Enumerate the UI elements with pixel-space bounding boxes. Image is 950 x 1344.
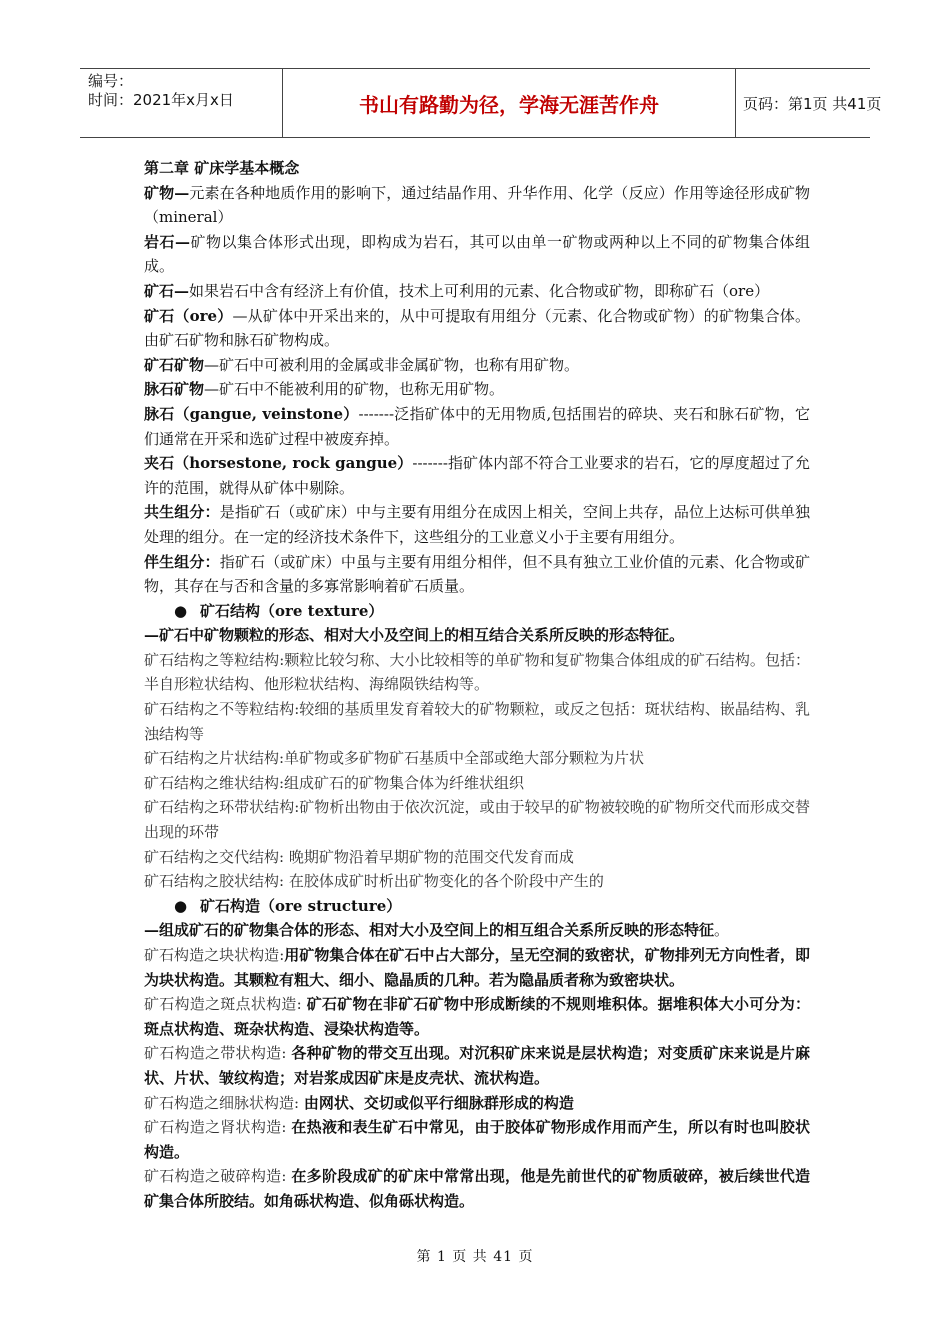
- definition-ore-mineral: [144, 353, 810, 378]
- term: 矿石—: [144, 281, 190, 300]
- definition-associated: [144, 550, 810, 599]
- structure-definition-text: —组成矿石的矿物集合体的形态、相对大小及空间上的相互组合关系所反映的形态特征: [144, 921, 715, 940]
- bullet-label: 矿石结构（ore texture）: [200, 601, 384, 620]
- term: 夹石（horsestone, rock gangue）: [144, 454, 413, 473]
- structure-text: 由网状、交切或似平行细脉群形成的构造: [303, 1093, 574, 1112]
- bullet-dot-icon: ●: [174, 601, 188, 620]
- bullet-ore-texture: [144, 599, 810, 624]
- texture-item: 矿石结构之环带状结构:矿物析出物由于依次沉淀，或由于较早的矿物被较晚的矿物所交代而形成交替出现的环带: [144, 798, 810, 842]
- structure-item: [144, 1164, 810, 1213]
- definition-text: 矿物以集合体形式出现，即构成为岩石，其可以由单一矿物或两种以上不同的矿物集合体组成。: [144, 232, 810, 276]
- definition-text: —从矿体中开采出来的，从中可提取有用组分（元素、化合物或矿物）的矿物集合体。由矿石矿物和脉石矿物构成。: [144, 306, 810, 350]
- term: 矿石（ore）: [144, 306, 233, 325]
- definition-text: 元素在各种地质作用的影响下，通过结晶作用、升华作用、化学（反应）作用等途径形成矿物（mineral）: [144, 183, 810, 227]
- chapter-title: 第二章 矿床学基本概念: [144, 159, 300, 177]
- definition-horsestone: [144, 451, 810, 500]
- structure-text: 在热液和表生矿石中常见，由于胶体矿物形成作用而产生，所以有时也叫胶状构造。: [144, 1118, 810, 1161]
- structure-text: 在多阶段成矿的矿床中常常出现，他是先前世代的矿物质破碎，被后续世代造矿集合体所胶结。如角砾状构造、似角砾状构造。: [144, 1167, 810, 1210]
- term: 脉石（gangue, veinstone）: [144, 404, 359, 423]
- structure-item: [144, 943, 810, 992]
- structure-label: 矿石构造之破碎构造:: [144, 1167, 292, 1186]
- header-page-info: 页码：第1页 共41页: [743, 94, 882, 113]
- header-meta-cell: [80, 69, 282, 137]
- definition-text: —矿石中可被利用的金属或非金属矿物，也称有用矿物。: [204, 355, 580, 374]
- document-body: [144, 156, 810, 1214]
- structure-label: 矿石构造之块状构造:: [144, 946, 285, 964]
- texture-definition: —矿石中矿物颗粒的形态、相对大小及空间上的相互结合关系所反映的形态特征。: [144, 626, 685, 645]
- definition-text: -------指矿体内部不符合工业要求的岩石，它的厚度超过了允许的范围，就得从矿体中剔除。: [144, 454, 811, 497]
- term: 矿物—: [144, 183, 190, 202]
- definition-gangue: [144, 402, 810, 451]
- definition-ore: [144, 279, 810, 304]
- definition-text: -------泛指矿体中的无用物质,包括围岩的碎块、夹石和脉石矿物，它们通常在开采和选矿过程中被废弃掉。: [144, 404, 811, 448]
- page-footer: 第 1 页 共 41 页: [416, 1249, 534, 1265]
- page-header: [80, 68, 882, 138]
- structure-label: 矿石构造之细脉状构造:: [144, 1093, 304, 1112]
- structure-item: [144, 992, 810, 1041]
- definition-text: 是指矿石（或矿床）中与主要有用组分在成因上相关，空间上共存，品位上达标可供单独处理的组分。在一定的经济技术条件下，这些组分的工业意义小于主要有用组分。: [144, 503, 810, 546]
- definition-text: 如果岩石中含有经济上有价值，技术上可利用的元素、化合物或矿物，即称矿石（ore）: [189, 281, 770, 300]
- definition-text: —矿石中不能被利用的矿物，也称无用矿物。: [204, 380, 505, 399]
- code-label: 编号：: [88, 72, 134, 90]
- term: 矿石矿物: [144, 355, 205, 374]
- structure-item: [144, 1091, 810, 1116]
- term: 共生组分：: [144, 503, 220, 522]
- structure-item: [144, 1115, 810, 1164]
- term: 脉石矿物: [144, 380, 205, 399]
- definition-coexisting: [144, 500, 810, 549]
- bullet-ore-structure: [144, 894, 810, 919]
- texture-item: 矿石结构之维状结构:组成矿石的矿物集合体为纤维状组织: [144, 773, 525, 792]
- definition-gangue-mineral: [144, 377, 810, 402]
- texture-item: 矿石结构之片状结构:单矿物或多矿物矿石基质中全部或绝大部分颗粒为片状: [144, 749, 645, 768]
- definition-text: 指矿石（或矿床）中虽与主要有用组分相伴，但不具有独立工业价值的元素、化合物或矿物，其存在与否和含量的多寡常影响着矿石质量。: [144, 552, 810, 596]
- definition-rock: [144, 230, 810, 279]
- structure-text: 各种矿物的带交互出现。对沉积矿床来说是层状构造；对变质矿床来说是片麻状、片状、皱纹构造；对岩浆成因矿床是皮壳状、流状构造。: [144, 1044, 810, 1087]
- structure-definition: [144, 918, 810, 943]
- definition-mineral: [144, 181, 810, 230]
- texture-item: 矿石结构之不等粒结构:较细的基质里发育着较大的矿物颗粒，或反之包括：斑状结构、嵌晶结构、乳浊结构等: [144, 700, 810, 743]
- bullet-label: 矿石构造（ore structure）: [200, 896, 402, 915]
- date-label: 时间：2021年x月x日: [88, 91, 234, 109]
- bullet-dot-icon: ●: [174, 896, 188, 915]
- definition-ore-2: [144, 304, 810, 353]
- texture-item: 矿石结构之胶状结构: 在胶体成矿时析出矿物变化的各个阶段中产生的: [144, 872, 604, 891]
- structure-label: 矿石构造之肾状构造:: [144, 1118, 292, 1137]
- structure-definition-end: 。: [714, 921, 730, 940]
- structure-text: 矿石矿物在非矿石矿物中形成断续的不规则堆积体。据堆积体大小可分为：斑点状构造、斑杂状构造、浸染状构造等。: [144, 995, 810, 1038]
- texture-item: 矿石结构之等粒结构:颗粒比较匀称、大小比较相等的单矿物和复矿物集合体组成的矿石结构。包括：半自形粒状结构、他形粒状结构、海绵陨铁结构等。: [144, 650, 810, 694]
- structure-label: 矿石构造之斑点状构造:: [144, 995, 307, 1014]
- header-motto: 书山有路勤为径，学海无涯苦作舟: [282, 69, 736, 137]
- structure-item: [144, 1041, 810, 1090]
- structure-text: 用矿物集合体在矿石中占大部分，呈无空洞的致密状，矿物排列无方向性者，即为块状构造。其颗粒有粗大、细小、隐晶质的几种。若为隐晶质者称为致密块状。: [144, 946, 810, 989]
- term: 伴生组分：: [144, 552, 220, 571]
- structure-label: 矿石构造之带状构造:: [144, 1044, 292, 1063]
- term: 岩石—: [144, 232, 190, 251]
- texture-item: 矿石结构之交代结构: 晚期矿物沿着早期矿物的范围交代发育而成: [144, 847, 574, 866]
